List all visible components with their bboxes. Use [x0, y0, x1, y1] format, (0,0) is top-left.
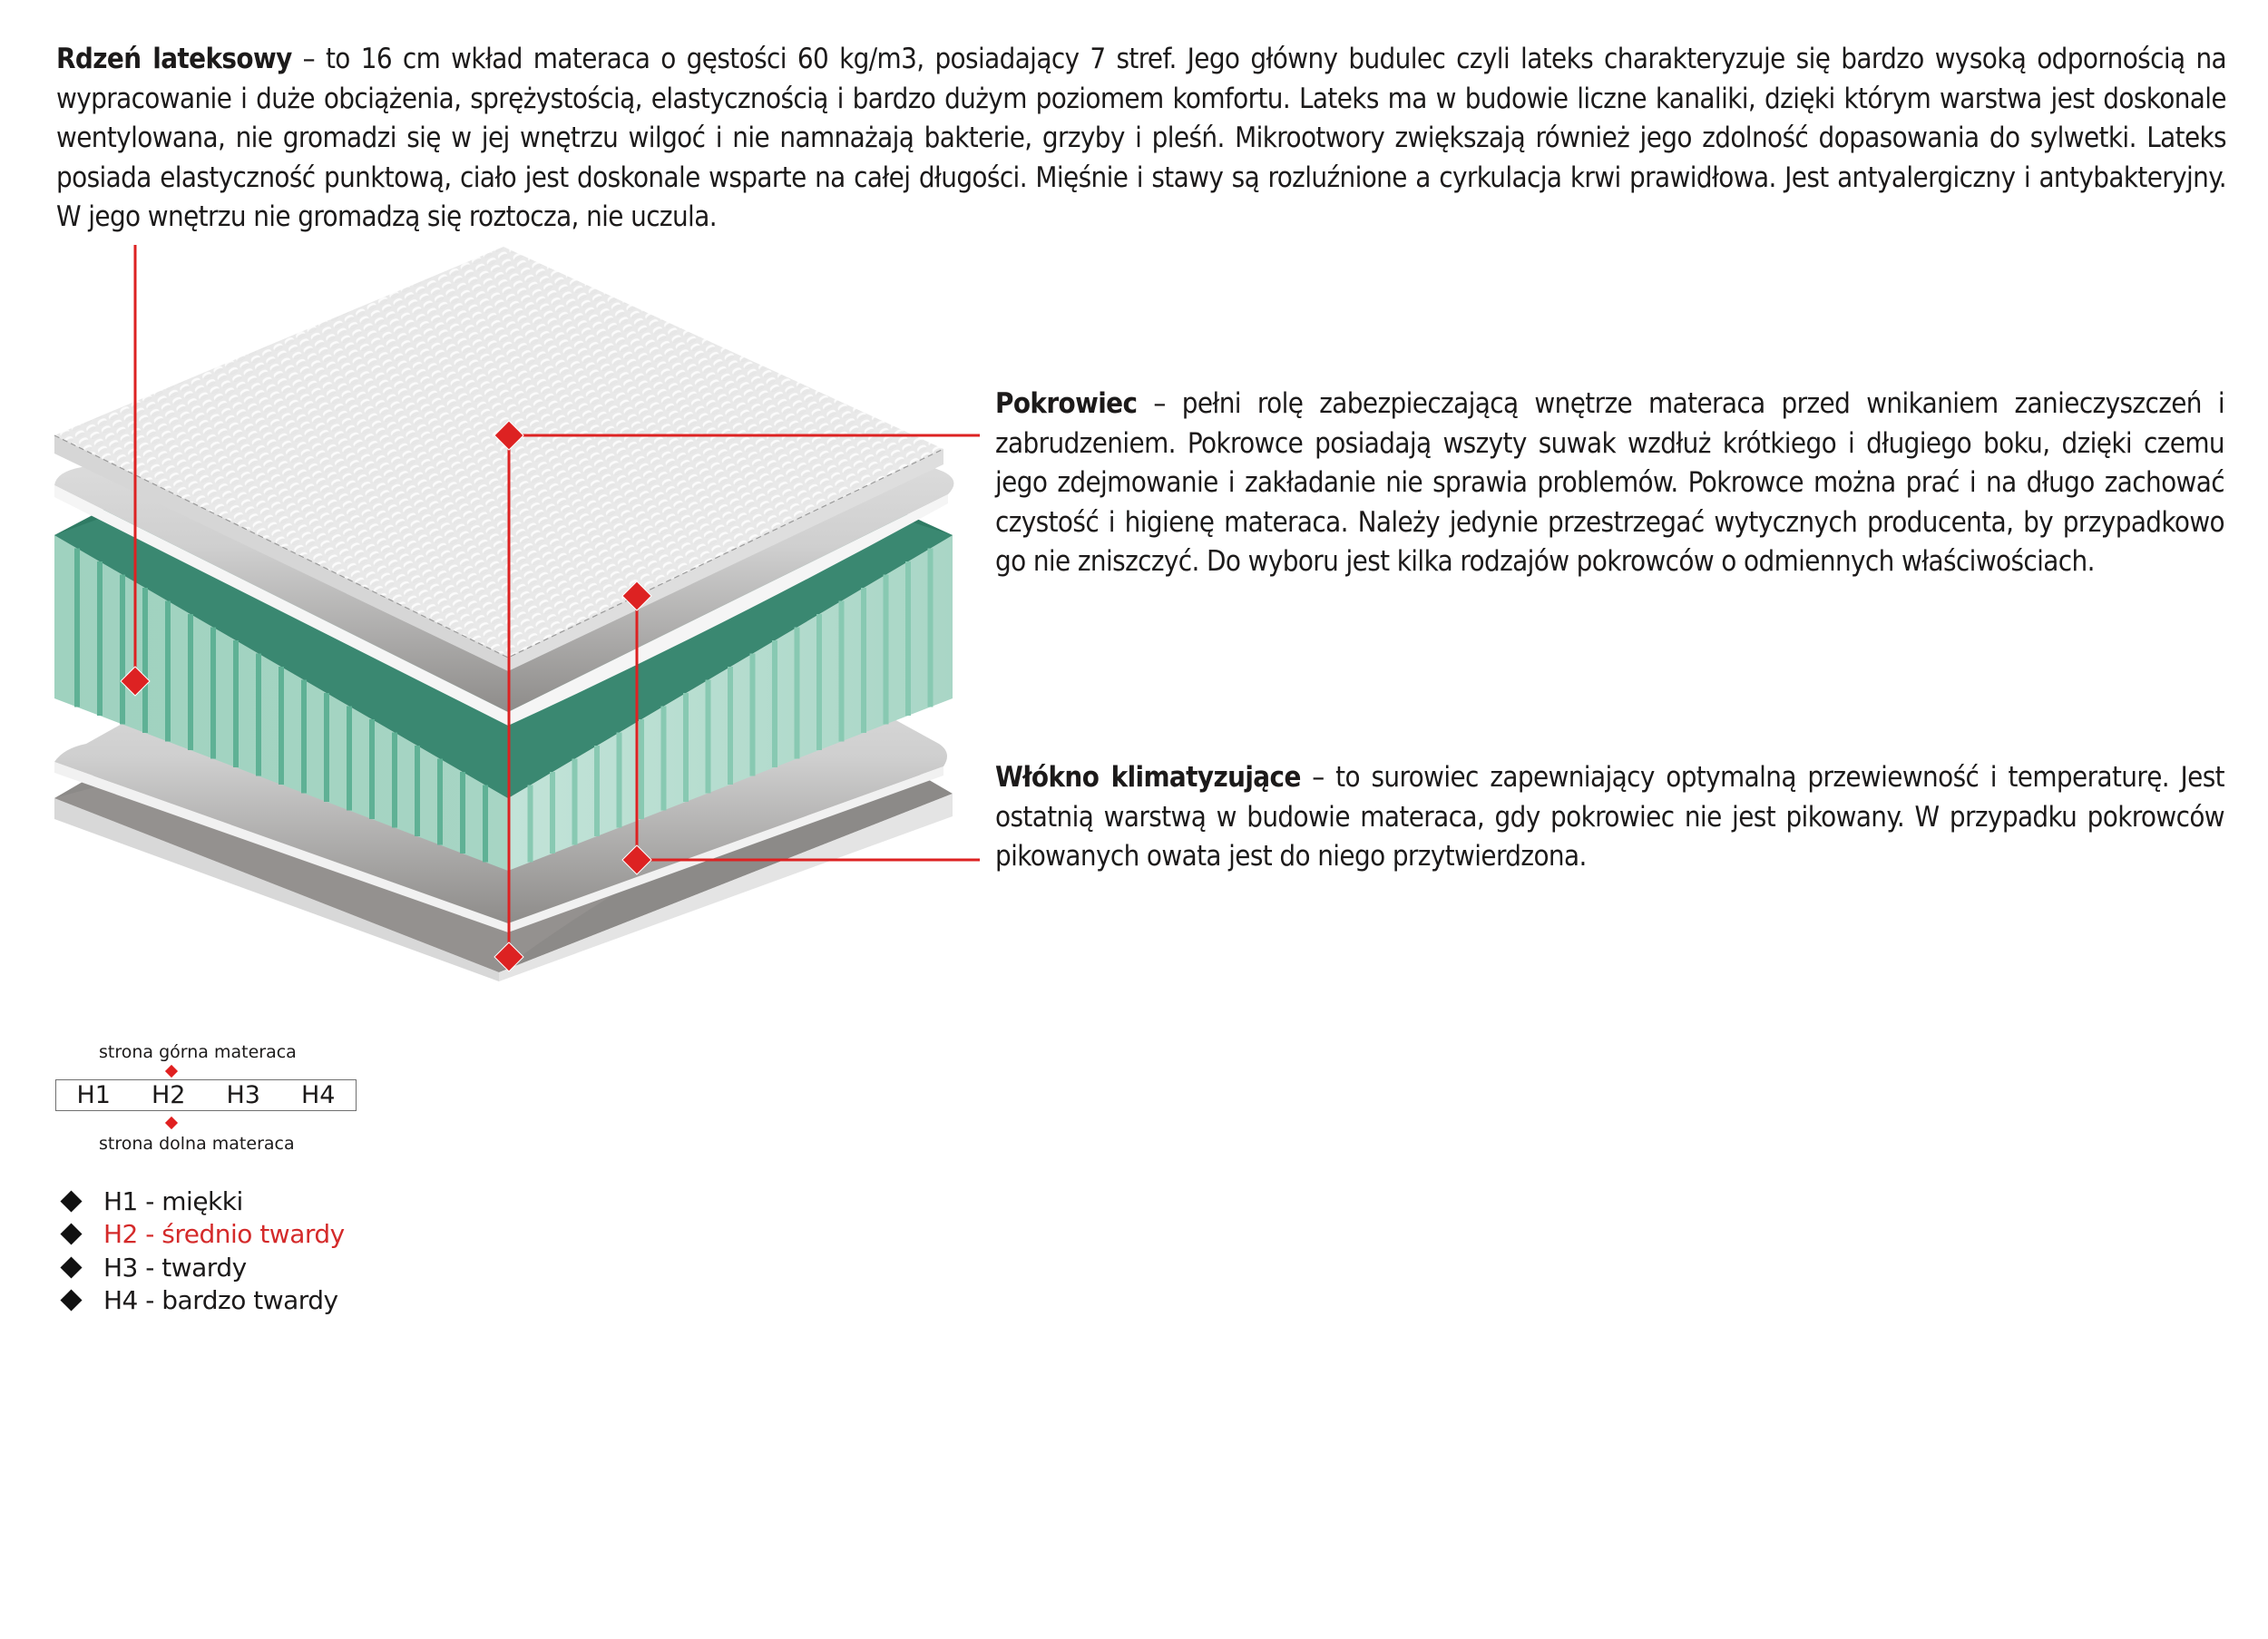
diamond-bullet-icon: [60, 1190, 82, 1212]
fiber-text: – to surowiec zapewniający optymalną przewiewność i temperaturę. Jest ostatnią warstwą w budowie materaca, gdy pokrowiec nie jest pikowany. W przypadku pokrowców pikowanych owata jest do niego przytwierdzona.: [995, 761, 2225, 873]
bottom-side-caption: strona dolna materaca: [99, 1134, 295, 1154]
legend-label: H3 - twardy: [103, 1252, 247, 1283]
legend-item: [60, 1284, 345, 1318]
diamond-bullet-icon: [60, 1224, 82, 1245]
hardness-level-h3: H3: [226, 1081, 260, 1109]
cover-text: – pełni rolę zabezpieczającą wnętrze materaca przed wnikaniem zanieczyszczeń i zabrudzeniem. Pokrowce posiadają wszyty suwak wzdłuż krótkiego i długiego boku, dzięki czemu jego zdejmowanie i zakładanie nie sprawia problemów. Pokrowce można prać i na długo zachować czystość i higienę materaca. Należy jedynie przestrzegać wytycznych producenta, by przypadkowo go nie zniszczyć. Do wyboru jest kilka rodzajów pokrowców o odmiennych właściwościach.: [995, 387, 2224, 578]
legend-label: H4 - bardzo twardy: [103, 1285, 338, 1316]
mattress-layers-illustration: [0, 236, 998, 998]
bottom-side-hardness-marker-icon: [165, 1117, 178, 1129]
hardness-scale: [55, 1079, 357, 1111]
top-side-caption: strona górna materaca: [99, 1042, 297, 1062]
fiber-description: [995, 758, 2224, 877]
legend-item: [60, 1185, 345, 1218]
latex-core-text: – to 16 cm wkład materaca o gęstości 60 kg/m3, posiadający 7 stref. Jego główny budulec czyli lateks charakteryzuje się bardzo wysoką odpornością na wypracowanie i duże obciążenia, sprężystością, elastycznością i bardzo dużym poziomem komfortu. Lateks ma w budowie liczne kanaliki, dzięki którym warstwa jest doskonale wentylowana, nie gromadzi się w jej wnętrzu wilgoć i nie namnażają bakterie, grzyby i pleśń. Mikrootwory zwiększają również jego zdolność dopasowania do sylwetki. Lateks posiada elastyczność punktową, ciało jest doskonale wsparte na całej długości. Mięśnie i stawy są rozluźnione a cyrkulacja krwi prawidłowa. Jest antyalergiczny i antybakteryjny. W jego wnętrzu nie gromadzą się roztocza, nie uczula.: [56, 43, 2227, 233]
legend-item: [60, 1218, 345, 1252]
hardness-level-h1: H1: [76, 1081, 111, 1109]
top-side-hardness-marker-icon: [165, 1065, 178, 1078]
diamond-bullet-icon: [60, 1256, 82, 1278]
legend-label: H2 - średnio twardy: [103, 1219, 345, 1250]
latex-core-description: [56, 40, 2226, 238]
diamond-bullet-icon: [60, 1290, 82, 1312]
hardness-level-h4: H4: [301, 1081, 336, 1109]
legend-label: H1 - miękki: [103, 1185, 243, 1216]
fiber-title: Włókno klimatyzujące: [995, 761, 1301, 794]
legend-item: [60, 1251, 345, 1284]
hardness-legend: [60, 1185, 345, 1317]
hardness-level-h2: H2: [152, 1081, 186, 1109]
cover-description: [995, 385, 2224, 582]
latex-core-title: Rdzeń lateksowy: [56, 43, 292, 75]
cover-title: Pokrowiec: [995, 387, 1138, 420]
